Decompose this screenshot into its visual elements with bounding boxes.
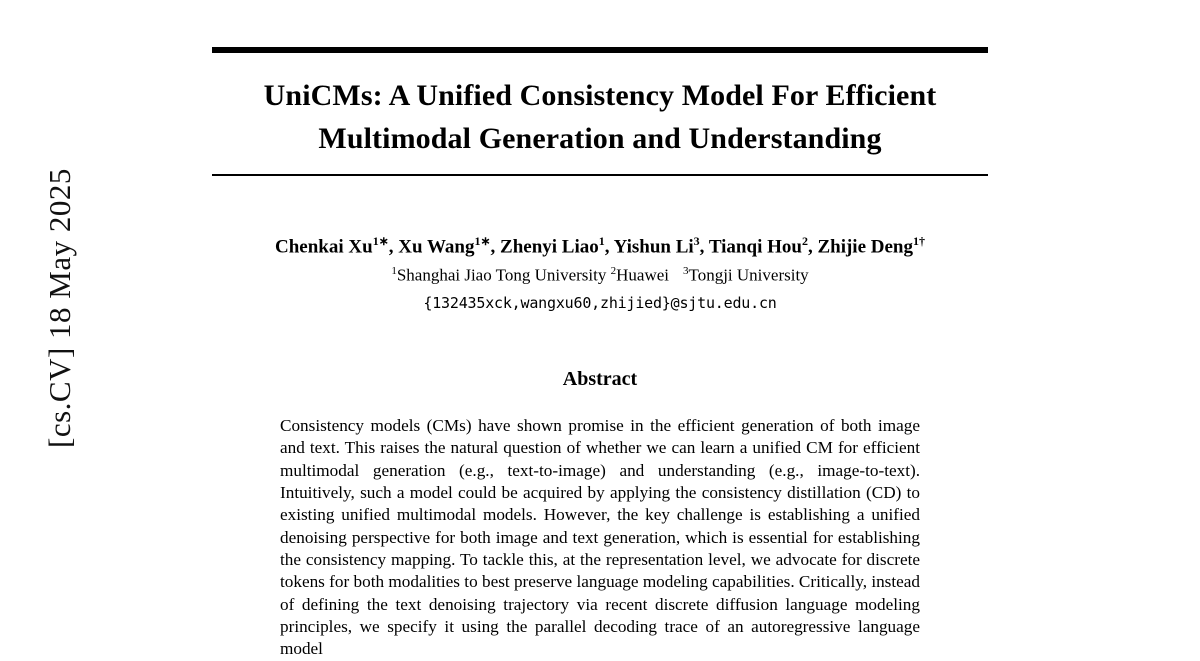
top-rule-thick	[212, 47, 988, 53]
arxiv-stamp	[0, 0, 120, 648]
title-line-1: UniCMs: A Unified Consistency Model For Efficient	[263, 79, 937, 112]
author-affil-marker: 1†	[912, 234, 925, 249]
author-affil-marker: 1	[598, 234, 605, 249]
author-name: Zhenyi Liao	[500, 236, 599, 258]
affiliation-list	[212, 264, 988, 288]
paper-page	[212, 0, 988, 659]
affiliation-marker: 3	[683, 265, 689, 278]
author-name: Tianqi Hou	[708, 236, 802, 258]
author-affil-marker: 3	[693, 234, 700, 249]
affiliation-marker: 1	[391, 265, 397, 278]
affiliation-marker: 2	[610, 265, 617, 278]
title-line-2: Multimodal Generation and Understanding	[318, 121, 882, 155]
abstract-heading: Abstract	[562, 367, 638, 390]
author-name: Yishun Li	[613, 236, 694, 258]
affiliation-name: Tongji University	[688, 265, 809, 285]
author-affil-marker: 1∗	[372, 234, 389, 249]
author-affil-marker: 1∗	[474, 234, 491, 249]
affiliation-name: Huawei	[616, 265, 669, 285]
author-list: Chenkai $Xu^{1∗}$, Xu Wang$^{1∗}$, Zhenyi Liao$^1$, Yishun Li$^3$, Tianqi Hou$^2$, Zhijie Deng$^{1\dagger}$	[275, 234, 925, 258]
author-affil-marker: 2	[801, 234, 808, 249]
authors-block	[212, 234, 988, 312]
abstract-text: Consistency models (CMs) have shown promise in the efficient generation of both image and text. This raises the natural question of whether we can learn a unified CM for efficient multimodal generation (e.g., text-to-image) and understanding (e.g., image-to-text). Intuitively, such a model could be acquired by applying the consistency distillation (CD) to existing unified multimodal models. However, the key challenge is establishing a unified denoising perspective for both image and text generation, which is essential for establishing the consistency mapping. To tackle this, at the representation level, we advocate for discrete tokens for both modalities to best preserve language modeling capabilities. Critically, instead of defining the text denoising trajectory via recent discrete diffusion language modeling principles, we specify it using the parallel decoding trace of an autoregressive language model	[280, 415, 920, 659]
title-rule-thin	[212, 174, 988, 176]
author-name: Chenkai Xu	[275, 236, 373, 258]
affiliation-name: Shanghai Jiao Tong University	[396, 265, 607, 285]
arxiv-stamp-text: [cs.CV] 18 May 2025	[42, 168, 77, 448]
author-name: Zhijie Deng	[817, 236, 913, 258]
author-name: Xu Wang	[398, 236, 475, 258]
page-title	[212, 75, 988, 160]
contact-email: {132435xck,wangxu60,zhijied}@sjtu.edu.cn	[423, 293, 777, 312]
